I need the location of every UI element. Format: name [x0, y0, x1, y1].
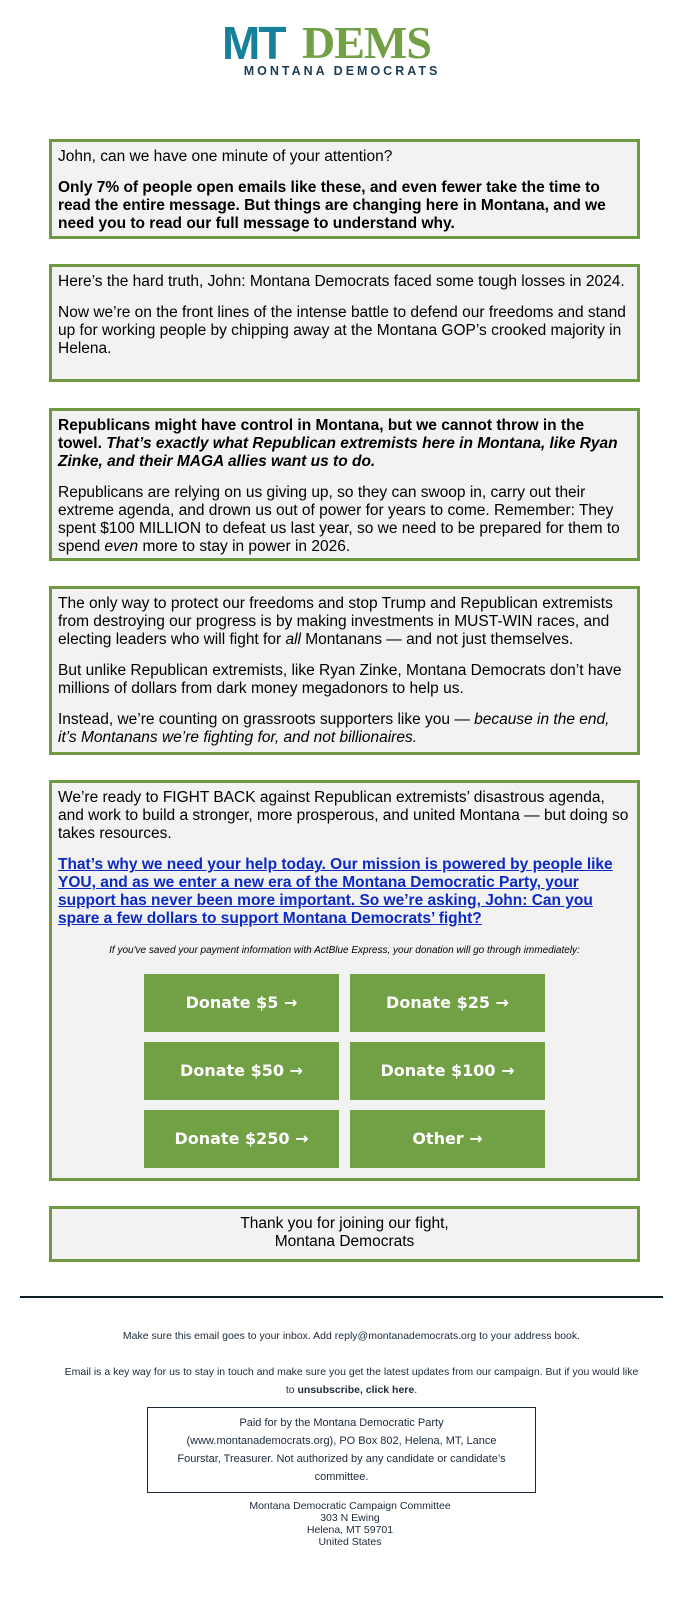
footer-text: . [414, 1384, 418, 1396]
donate-5-button[interactable]: Donate $5 → [144, 974, 339, 1032]
donate-25-button[interactable]: Donate $25 → [350, 974, 545, 1032]
paragraph: Republicans are relying on us giving up, so they can swoop in, carry out their extreme agenda, and drown us out of power for years to come. Remember: They spent $100 MILLION to defeat us last year, so we need to be prepared for them to spend [58, 484, 620, 555]
divider [20, 1296, 663, 1298]
mtdems-logo [222, 17, 462, 80]
actblue-note: If you've saved your payment information with ActBlue Express, your donation will go through immediately: [109, 945, 580, 956]
signature: Montana Democrats [274, 1233, 415, 1250]
disclaimer-text: Paid for by the Montana Democratic Party (www.montanademocrats.org), PO Box 802, Helena, MT, Lance Fourstar, Treasurer. Not authorized by any candidate or candidate’s committee. [177, 1417, 506, 1483]
emphasis: even [104, 538, 139, 555]
unsubscribe-note [60, 1363, 643, 1399]
donate-other-button[interactable]: Other → [350, 1110, 545, 1168]
donate-cta-link[interactable]: That’s why we need your help today. Our mission is powered by people like YOU, and as we enter a new era of the Montana Democratic Party, your support has never been more important. So we’re asking, John: Can you spare a few dollars to support Montana Democrats’ fight? [58, 856, 613, 927]
republicans-box [49, 408, 640, 561]
paragraph: Montanans — and not just themselves. [300, 631, 574, 648]
italic-text: That’s exactly what Republican extremists here in Montana, like Ryan Zinke, and their MAGA allies want us to do. [58, 435, 618, 470]
paragraph: The only way to protect our freedoms and stop Trump and Republican extremists from destroying our progress is by making investments in MUST-WIN races, and electing leaders who will fight for [58, 595, 613, 648]
paragraph: Instead, we’re counting on grassroots supporters like you — [58, 711, 475, 728]
emphasis: all [285, 631, 301, 648]
attention-text: John, can we have one minute of your attention? [58, 148, 393, 165]
paragraph: Now we’re on the front lines of the intense battle to defend our freedoms and stand up for working people by chipping away at the Montana GOP’s crooked majority in Helena. [58, 304, 626, 357]
paragraph: more to stay in power in 2026. [138, 538, 351, 555]
donate-box [49, 780, 640, 1181]
paid-for-disclaimer [147, 1407, 536, 1493]
mailing-address [0, 1500, 700, 1548]
protect-box [49, 586, 640, 755]
logo-dems: DEMS [302, 17, 431, 68]
inbox-note: Make sure this email goes to your inbox. Add reply@montanademocrats.org to your address book. [122, 1330, 581, 1342]
attention-box [49, 139, 640, 239]
address-line: 303 N Ewing [320, 1512, 380, 1524]
donate-buttons [58, 974, 631, 1174]
thanks-line: Thank you for joining our fight, [240, 1215, 449, 1232]
unsubscribe-link[interactable]: unsubscribe, click here [297, 1384, 415, 1396]
donate-50-button[interactable]: Donate $50 → [144, 1042, 339, 1100]
footer-text: Email is a key way for us to stay in touch and make sure you get the latest updates from our campaign. But if you would like to [64, 1366, 639, 1396]
address-line: United States [318, 1536, 382, 1548]
paragraph: We’re ready to FIGHT BACK against Republican extremists’ disastrous agenda, and work to build a stronger, more prosperous, and united Montana — but doing so takes resources. [58, 789, 629, 842]
donate-100-button[interactable]: Donate $100 → [350, 1042, 545, 1100]
paragraph: Here’s the hard truth, John: Montana Democrats faced some tough losses in 2024. [58, 273, 625, 290]
address-line: Montana Democratic Campaign Committee [249, 1500, 451, 1512]
thanks-box [49, 1206, 640, 1262]
hard-truth-box [49, 264, 640, 382]
attention-bold-text: Only 7% of people open emails like these, and even fewer take the time to read the entire message. But things are changing here in Montana, and we need you to read our full message to understand why. [58, 179, 606, 232]
logo-subtitle: MONTANA DEMOCRATS [243, 64, 441, 78]
bold-text: Republicans might have control in Montana, but we cannot throw in the towel. [58, 417, 585, 452]
donate-250-button[interactable]: Donate $250 → [144, 1110, 339, 1168]
emphasis: because in the end, it’s Montanans we’re fighting for, and not billionaires. [58, 711, 610, 746]
logo-mt: MT [222, 17, 285, 69]
paragraph: But unlike Republican extremists, like Ryan Zinke, Montana Democrats don’t have millions of dollars from dark money megadonors to help us. [58, 662, 622, 697]
address-line: Helena, MT 59701 [306, 1524, 394, 1536]
